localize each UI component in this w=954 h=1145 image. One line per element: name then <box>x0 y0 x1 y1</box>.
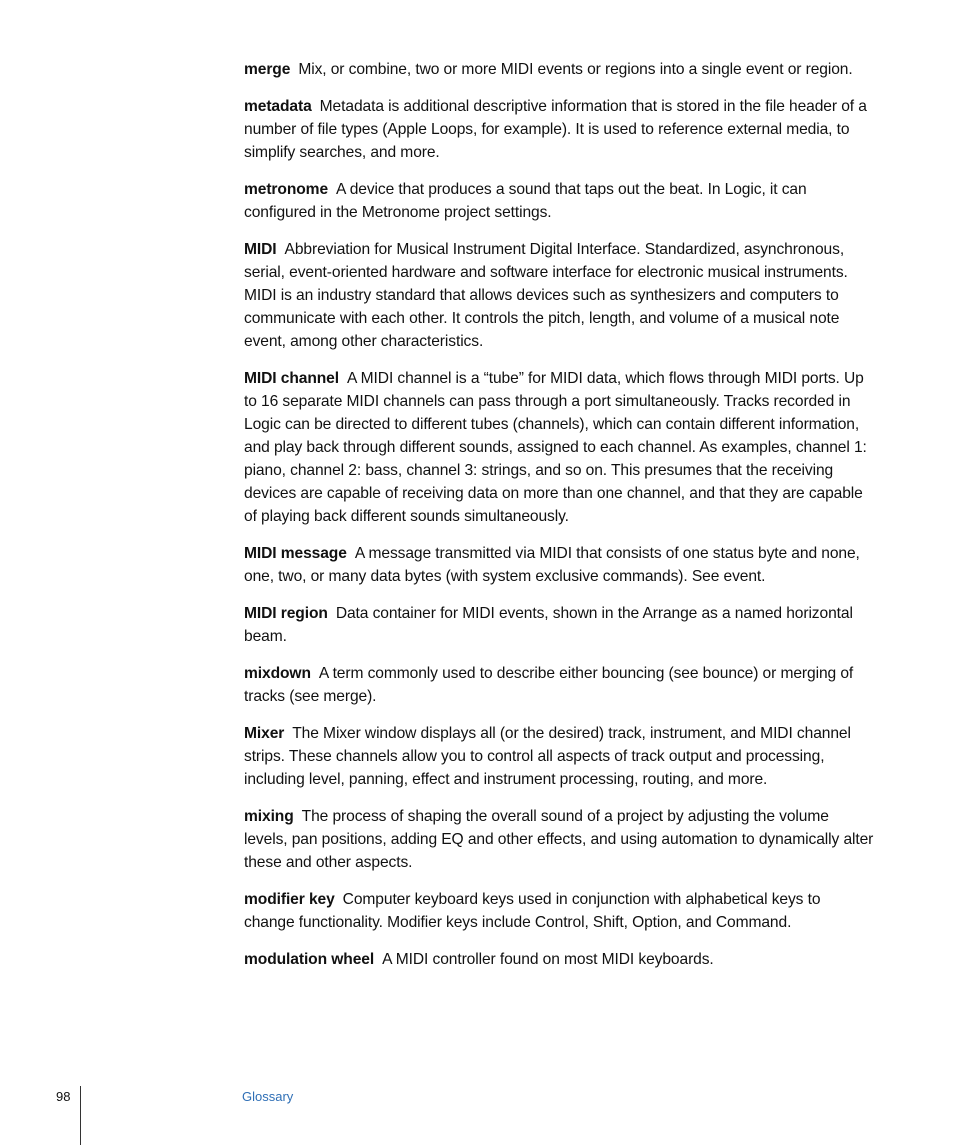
glossary-definition: Computer keyboard keys used in conjunction with alphabetical keys to change functionality. Modifier keys include Control, Shift, Option, and Command. <box>244 891 821 931</box>
glossary-definition: Data container for MIDI events, shown in the Arrange as a named horizontal beam. <box>244 605 853 645</box>
footer-section-label: Glossary <box>242 1089 294 1104</box>
page-number: 98 <box>56 1089 71 1104</box>
glossary-entry-midi-channel <box>244 367 874 528</box>
glossary-definition: Abbreviation for Musical Instrument Digital Interface. Standardized, asynchronous, serial, event-oriented hardware and software interface for electronic musical instruments. MIDI is an industry standard that allows devices such as synthesizers and computers to communicate with each other. It controls the pitch, length, and volume of a musical note event, among other characteristics. <box>244 241 848 350</box>
glossary-definition: Metadata is additional descriptive information that is stored in the file header of a number of file types (Apple Loops, for example). It is used to reference external media, to simplify searches, and more. <box>244 98 867 161</box>
glossary-term: Mixer <box>244 725 285 742</box>
glossary-definition: A MIDI channel is a “tube” for MIDI data, which flows through MIDI ports. Up to 16 separate MIDI channels can pass through a port simultaneously. Tracks recorded in Logic can be directed to different tubes (channels), which can contain different information, and play back through different sounds, assigned to each channel. As examples, channel 1: piano, channel 2: bass, channel 3: strings, and so on. This presumes that the receiving devices are capable of receiving data on more than one channel, and that they are capable of playing back different sounds simultaneously. <box>244 370 867 525</box>
footer-divider <box>80 1086 81 1145</box>
glossary-term: mixdown <box>244 665 311 682</box>
glossary-term: MIDI channel <box>244 370 339 387</box>
glossary-definition: A device that produces a sound that taps out the beat. In Logic, it can configured in the Metronome project settings. <box>244 181 807 221</box>
glossary-entry-mixer <box>244 722 874 791</box>
glossary-entry-modifier-key <box>244 888 874 934</box>
glossary-entry-midi-message <box>244 542 874 588</box>
glossary-entry-mixdown <box>244 662 874 708</box>
glossary-definition: The Mixer window displays all (or the desired) track, instrument, and MIDI channel strips. These channels allow you to control all aspects of track output and processing, including level, panning, effect and instrument processing, routing, and more. <box>244 725 851 788</box>
glossary-entry-midi <box>244 238 874 353</box>
glossary-definition: A message transmitted via MIDI that consists of one status byte and none, one, two, or many data bytes (with system exclusive commands). See event. <box>244 545 860 585</box>
glossary-entry-metadata <box>244 95 874 164</box>
glossary-entry-metronome <box>244 178 874 224</box>
glossary-definition: The process of shaping the overall sound of a project by adjusting the volume levels, pan positions, adding EQ and other effects, and using automation to dynamically alter these and other aspects. <box>244 808 874 871</box>
glossary-term: metadata <box>244 98 312 115</box>
glossary-content <box>244 58 874 985</box>
glossary-term: modifier key <box>244 891 335 908</box>
glossary-term: modulation wheel <box>244 951 375 968</box>
glossary-entry-midi-region <box>244 602 874 648</box>
glossary-term: merge <box>244 61 291 78</box>
glossary-entry-modulation-wheel <box>244 948 874 971</box>
glossary-term: metronome <box>244 181 329 198</box>
glossary-term: MIDI region <box>244 605 328 622</box>
glossary-definition: A MIDI controller found on most MIDI keyboards. <box>382 951 714 968</box>
glossary-definition: A term commonly used to describe either bouncing (see bounce) or merging of tracks (see merge). <box>244 665 854 705</box>
glossary-term: MIDI <box>244 241 277 258</box>
glossary-definition: Mix, or combine, two or more MIDI events or regions into a single event or region. <box>298 61 853 78</box>
glossary-term: MIDI message <box>244 545 347 562</box>
glossary-entry-mixing <box>244 805 874 874</box>
glossary-term: mixing <box>244 808 294 825</box>
glossary-entry-merge <box>244 58 874 81</box>
